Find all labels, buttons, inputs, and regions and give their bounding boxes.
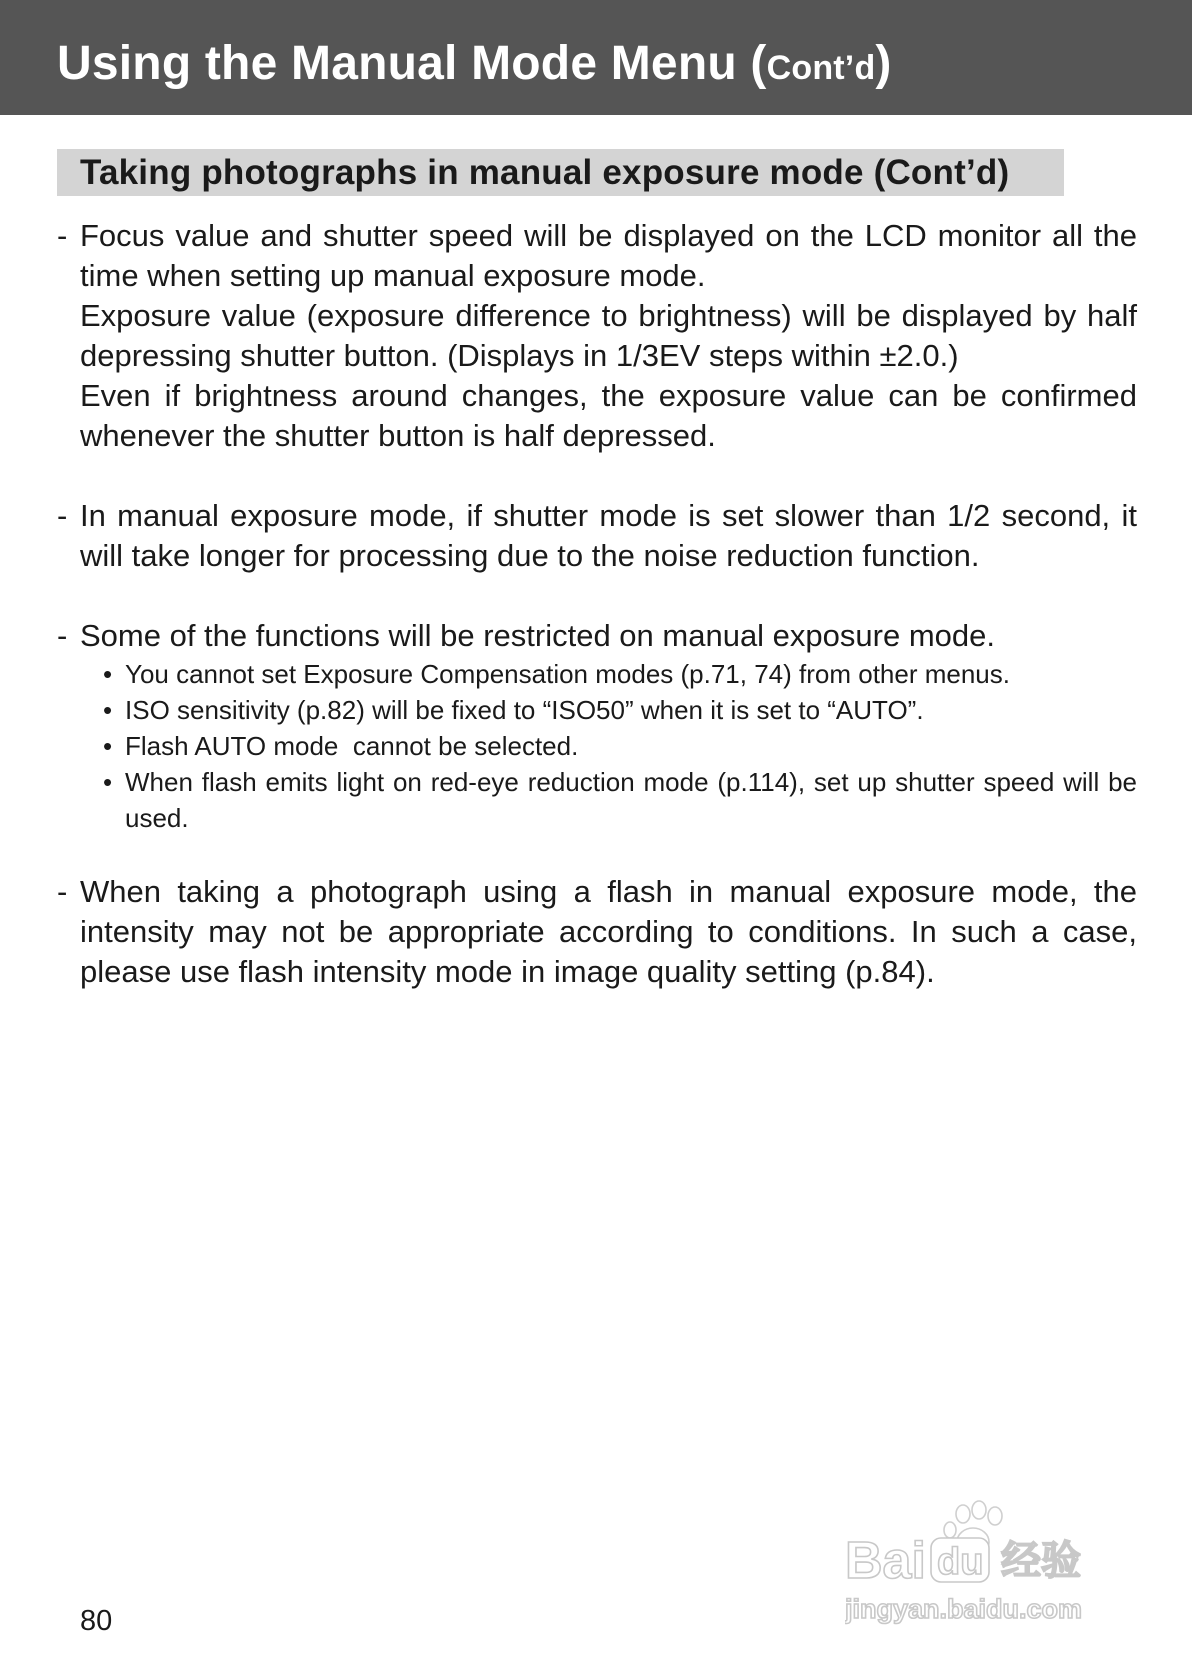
dash-marker: - — [57, 498, 68, 533]
paragraph-display-info — [57, 216, 1137, 456]
bullet-icon: • — [103, 695, 113, 725]
section-title: Taking photographs in manual exposure mode (Cont’d) — [80, 153, 1010, 192]
list-item — [101, 764, 1137, 836]
watermark-url: jingyan.baidu.com — [845, 1594, 1083, 1624]
list-item-text: You cannot set Exposure Compensation modes (p.71, 74) from other menus. — [125, 659, 1010, 689]
spacer — [57, 456, 1137, 496]
list-item-text: When flash emits light on red-eye reduction mode (p.114), set up shutter speed will be used. — [125, 767, 1137, 833]
page-number: 80 — [80, 1605, 113, 1637]
bullet-icon: • — [103, 731, 113, 761]
paragraph-line: Exposure value (exposure difference to brightness) will be displayed by half depressing shutter button. (Displays in 1/3EV steps within ±2.0.) — [80, 298, 1137, 373]
paragraph-flash-intensity — [57, 872, 1137, 992]
page-title-close: ) — [875, 37, 892, 90]
watermark-brand-cn: 经验 — [1001, 1539, 1081, 1583]
bullet-icon: • — [103, 767, 113, 797]
paragraph-noise-reduction — [57, 496, 1137, 576]
dash-marker: - — [57, 218, 68, 253]
paragraph-line: In manual exposure mode, if shutter mode is set slower than 1/2 second, it will take longer for processing due to the noise reduction function. — [80, 498, 1137, 573]
paragraph-restrictions — [57, 616, 1137, 656]
paragraph-line: Focus value and shutter speed will be displayed on the LCD monitor all the time when setting up manual exposure mode. — [80, 218, 1137, 293]
spacer — [57, 576, 1137, 616]
body-content — [57, 216, 1137, 992]
baidu-jingyan-watermark-logo — [845, 1500, 1125, 1640]
dash-marker: - — [57, 618, 68, 653]
list-item — [101, 692, 1137, 728]
paragraph-line: When taking a photograph using a flash in manual exposure mode, the intensity may not be appropriate according to conditions. In such a case, please use flash intensity mode in image quality setting (p.84). — [80, 874, 1137, 989]
watermark-brand-du: du — [937, 1541, 984, 1583]
page-header — [0, 0, 1192, 115]
page-title — [57, 37, 892, 90]
paragraph-line: Some of the functions will be restricted on manual exposure mode. — [80, 618, 995, 653]
watermark-brand: Bai — [845, 1532, 926, 1590]
dash-marker: - — [57, 874, 68, 909]
bullet-icon: • — [103, 659, 113, 689]
spacer — [57, 836, 1137, 872]
page-title-main: Using the Manual Mode Menu ( — [57, 37, 767, 90]
section-header — [57, 149, 1064, 196]
list-item-text: Flash AUTO mode cannot be selected. — [125, 731, 579, 761]
restrictions-list — [57, 656, 1137, 836]
paragraph-line: Even if brightness around changes, the exposure value can be confirmed whenever the shutter button is half depressed. — [80, 378, 1137, 453]
list-item-text: ISO sensitivity (p.82) will be fixed to “ISO50” when it is set to “AUTO”. — [125, 695, 924, 725]
list-item — [101, 656, 1137, 692]
list-item — [101, 728, 1137, 764]
page-title-contd: Cont’d — [766, 49, 876, 87]
